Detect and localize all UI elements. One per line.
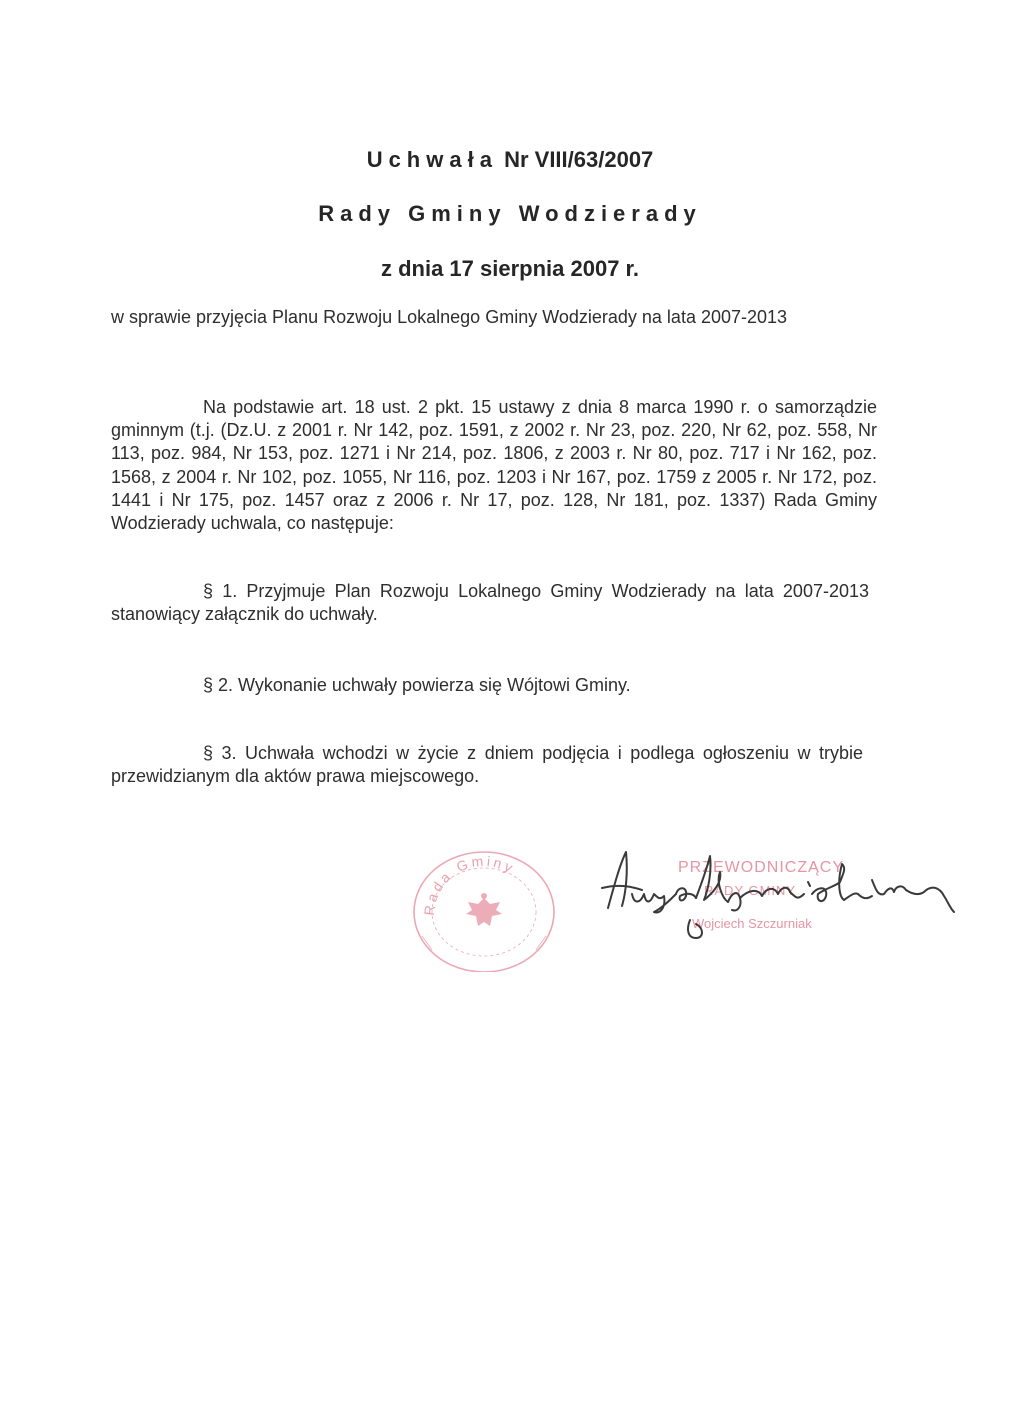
stamp-name: Wojciech Szczurniak (692, 916, 812, 931)
signature-block (592, 842, 972, 952)
legal-basis-paragraph: Na podstawie art. 18 ust. 2 pkt. 15 ustawy z dnia 8 marca 1990 r. o samorządzie gminnym (t.j. (Dz.U. z 2001 r. Nr 142, poz. 1591, z 2002 r. Nr 23, poz. 220, Nr 62, poz. 558, Nr 113, poz. 984, Nr 153, poz. 1271 i Nr 214, poz. 1806, z 2003 r. Nr 80, poz. 717 i Nr 162, poz. 1568, z 2004 r. Nr 102, poz. 1055, Nr 116, poz. 1203 i Nr 167, poz. 1759 z 2005 r. Nr 172, poz. 1441 i Nr 175, poz. 1457 oraz z 2006 r. Nr 17, poz. 128, Nr 181, poz. 1337) Rada Gminy Wodzierady uchwala, co następuje: (111, 397, 877, 534)
svg-text:Rada Gminy (421, 853, 518, 917)
council-name: Rady Gminy Wodzierady (318, 201, 702, 226)
paragraph-3: § 3. Uchwała wchodzi w życie z dniem podjęcia i podlega ogłoszeniu w trybie przewidzianym dla aktów prawa miejscowego. (111, 743, 863, 787)
resolution-number: Nr VIII/63/2007 (504, 147, 654, 172)
seal-text: Rada Gminy (420, 852, 519, 917)
resolution-title-prefix: Uchwała (366, 147, 498, 172)
paragraph-2: § 2. Wykonanie uchwały powierza się Wójtowi Gminy. (203, 675, 631, 695)
stamp-subtitle: RADY GMINY (704, 883, 797, 898)
stamp-title: PRZEWODNICZĄCY (678, 859, 844, 876)
paragraph-1: § 1. Przyjmuje Plan Rozwoju Lokalnego Gminy Wodzierady na lata 2007-2013 stanowiący załącznik do uchwały. (111, 581, 869, 625)
official-seal (408, 846, 560, 972)
resolution-title (0, 147, 1020, 173)
resolution-date: z dnia 17 sierpnia 2007 r. (380, 256, 640, 281)
handwritten-signature (592, 842, 972, 952)
resolution-subject: w sprawie przyjęcia Planu Rozwoju Lokalnego Gminy Wodzierady na lata 2007-2013 (111, 307, 788, 327)
eagle-icon (466, 893, 502, 926)
